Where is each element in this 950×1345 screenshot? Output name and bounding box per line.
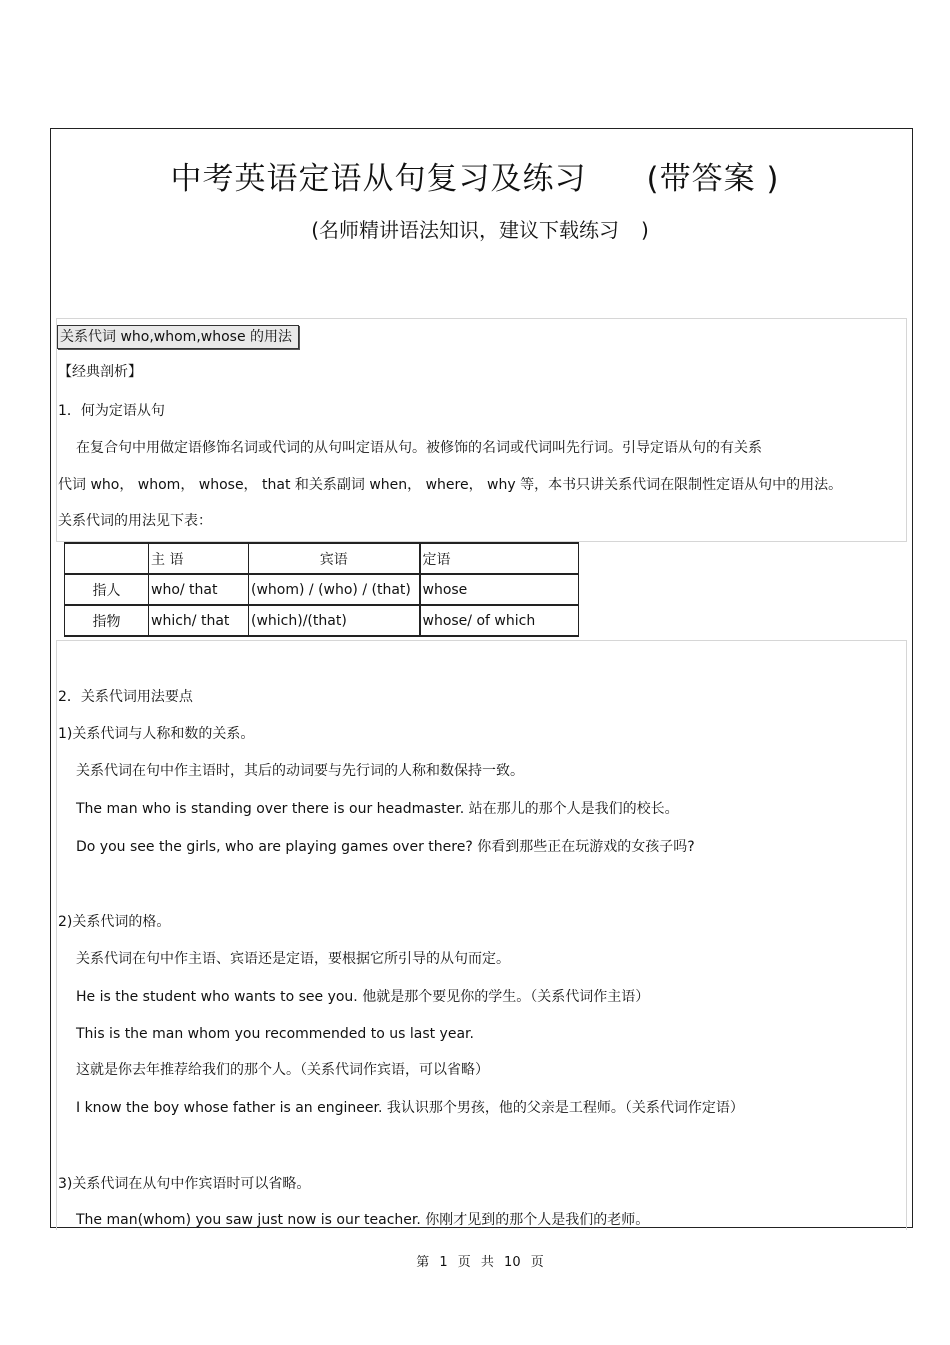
table-cell: 指人 <box>65 574 149 605</box>
relative-pronoun-table <box>64 542 579 637</box>
point-1-title: 1．何为定语从句 <box>58 403 165 419</box>
section-tag: 【经典剖析】 <box>58 364 142 380</box>
sub-1-example-1: The man who is standing over there is our headmaster. 站在那儿的那个人是我们的校长。 <box>76 801 679 817</box>
table-header-cell: 定语 <box>420 543 579 574</box>
page-title <box>0 153 950 198</box>
table-cell: (which)/(that) <box>249 605 420 636</box>
title-paren: (带答案 ) <box>646 161 780 197</box>
sub-2-example-2: This is the man whom you recommended to us last year. <box>76 1026 474 1042</box>
table-cell: (whom) / (who) / (that) <box>249 574 420 605</box>
table-cell: who/ that <box>149 574 249 605</box>
table-header-cell: 主 语 <box>149 543 249 574</box>
sub-1-desc: 关系代词在句中作主语时，其后的动词要与先行词的人称和数保持一致。 <box>76 763 524 779</box>
subtitle-end: ) <box>641 218 649 242</box>
table-header-cell <box>65 543 149 574</box>
title-main: 中考英语定语从句复习及练习 <box>170 161 587 197</box>
point-1-line-3: 关系代词的用法见下表： <box>58 513 212 529</box>
page-number: 第 1 页 共 10 页 <box>416 1255 544 1270</box>
table-cell: whose <box>420 574 579 605</box>
table-header-cell: 宾语 <box>249 543 420 574</box>
section-box-top <box>56 318 907 542</box>
table-row <box>65 574 579 605</box>
sub-2-example-2-cn: 这就是你去年推荐给我们的那个人。（关系代词作宾语，可以省略） <box>76 1062 489 1078</box>
sub-2-desc: 关系代词在句中作主语、宾语还是定语，要根据它所引导的从句而定。 <box>76 951 510 967</box>
table-cell: 指物 <box>65 605 149 636</box>
point-1-line-2: 代词 who， whom， whose， that 和关系副词 when， where， why 等，本书只讲关系代词在限制性定语从句中的用法。 <box>58 477 843 493</box>
sub-3-example-1: The man(whom) you saw just now is our teacher. 你刚才见到的那个人是我们的老师。 <box>76 1212 650 1228</box>
sub-2-example-1: He is the student who wants to see you. 他就是那个要见你的学生。（关系代词作主语） <box>76 989 650 1005</box>
point-1-line-1: 在复合句中用做定语修饰名词或代词的从句叫定语从句。被修饰的名词或代词叫先行词。引导定语从句的有关系 <box>76 440 762 456</box>
sub-2-example-3: I know the boy whose father is an engineer. 我认识那个男孩，他的父亲是工程师。（关系代词作定语） <box>76 1100 744 1116</box>
point-2-title: 2．关系代词用法要点 <box>58 689 193 705</box>
table-cell: whose/ of which <box>420 605 579 636</box>
sub-1-title: 1)关系代词与人称和数的关系。 <box>58 726 255 742</box>
table-cell: which/ that <box>149 605 249 636</box>
section-heading: 关系代词 who,whom,whose 的用法 <box>57 325 299 349</box>
page-subtitle <box>0 214 950 243</box>
sub-1-example-2: Do you see the girls, who are playing games over there? 你看到那些正在玩游戏的女孩子吗? <box>76 839 695 855</box>
table-row <box>65 605 579 636</box>
subtitle-main: (名师精讲语法知识，建议下载练习 <box>311 218 619 242</box>
table-header-row <box>65 543 579 574</box>
sub-3-title: 3)关系代词在从句中作宾语时可以省略。 <box>58 1176 311 1192</box>
sub-2-title: 2)关系代词的格。 <box>58 914 171 930</box>
